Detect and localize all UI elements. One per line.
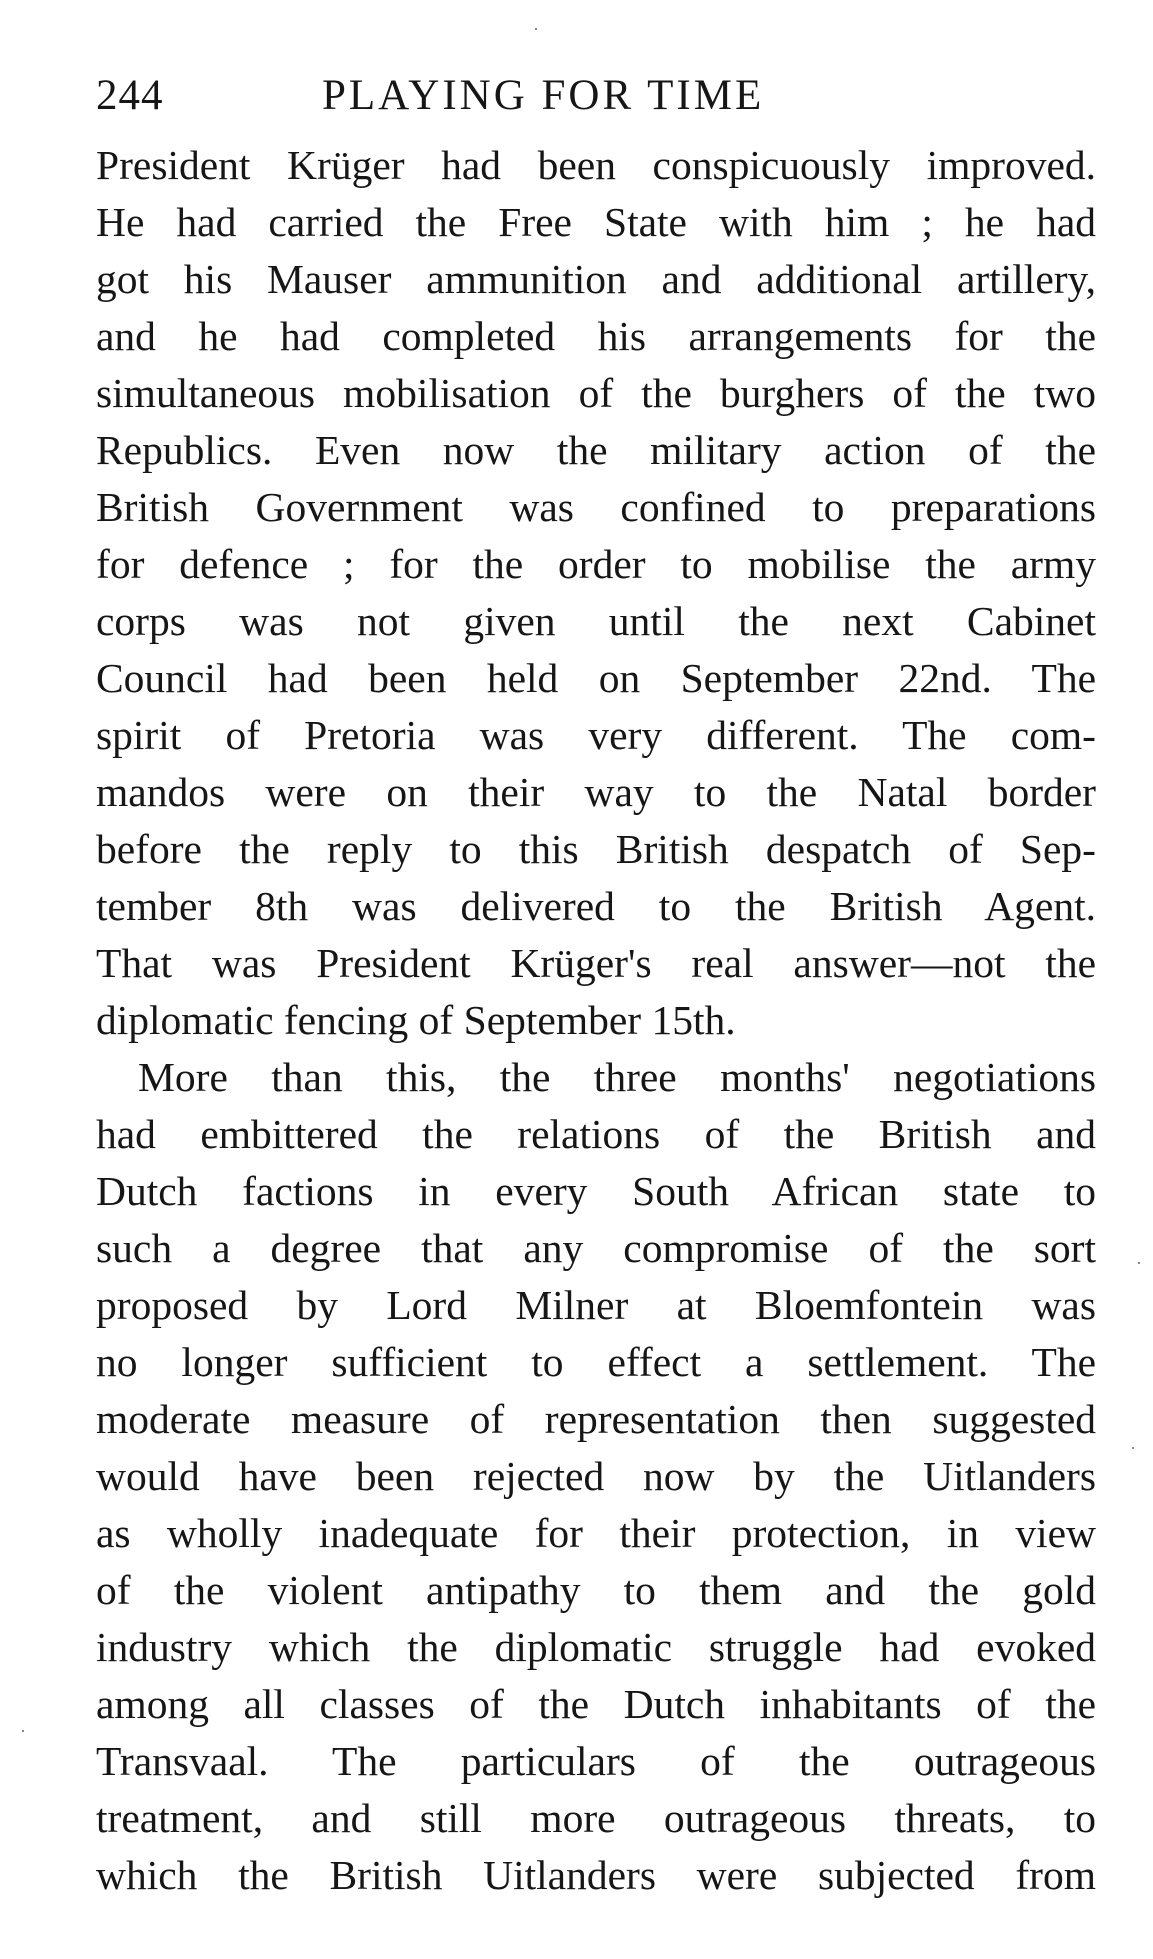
text-line: got his Mauser ammunition and additional artillery, [96, 256, 1096, 302]
text-line: and he had completed his arrangements for the [96, 313, 1096, 359]
text-line: That was President Krüger's real answer—not the [96, 940, 1096, 986]
body-text [96, 137, 1096, 1904]
text-line: tember 8th was delivered to the British Agent. [96, 883, 1096, 929]
text-line: moderate measure of representation then suggested [96, 1396, 1096, 1442]
text-line: industry which the diplomatic struggle had evoked [96, 1624, 1096, 1670]
running-title: PLAYING FOR TIME [322, 72, 765, 119]
text-line: More than this, the three months' negotiations [138, 1054, 1096, 1100]
text-line: Council had been held on September 22nd. The [96, 655, 1096, 701]
text-line: no longer sufficient to effect a settlement. The [96, 1339, 1096, 1385]
text-line: among all classes of the Dutch inhabitants of the [96, 1681, 1096, 1727]
text-line: Dutch factions in every South African state to [96, 1168, 1096, 1214]
text-line: mandos were on their way to the Natal border [96, 769, 1096, 815]
scan-speck [535, 28, 537, 30]
scan-speck [1132, 1447, 1134, 1449]
text-line: He had carried the Free State with him ; he had [96, 199, 1096, 245]
text-line: simultaneous mobilisation of the burghers of the two [96, 370, 1096, 416]
text-line: as wholly inadequate for their protection, in view [96, 1510, 1096, 1556]
text-line: Republics. Even now the military action of the [96, 427, 1096, 473]
text-line: for defence ; for the order to mobilise the army [96, 541, 1096, 587]
text-line: treatment, and still more outrageous threats, to [96, 1795, 1096, 1841]
text-line: which the British Uitlanders were subjected from [96, 1852, 1096, 1898]
text-line: spirit of Pretoria was very different. The com- [96, 712, 1096, 758]
text-line: such a degree that any compromise of the sort [96, 1225, 1096, 1271]
text-line: would have been rejected now by the Uitlanders [96, 1453, 1096, 1499]
text-line: of the violent antipathy to them and the gold [96, 1567, 1096, 1613]
text-line: President Krüger had been conspicuously improved. [96, 142, 1096, 188]
text-line: had embittered the relations of the British and [96, 1111, 1096, 1157]
paragraph-2 [96, 1049, 1096, 1904]
running-head [96, 68, 1096, 124]
text-line: before the reply to this British despatch of Sep- [96, 826, 1096, 872]
text-line: British Government was confined to preparations [96, 484, 1096, 530]
text-line: Transvaal. The particulars of the outrageous [96, 1738, 1096, 1784]
paragraph-1 [96, 137, 1096, 1049]
text-line: proposed by Lord Milner at Bloemfontein was [96, 1282, 1096, 1328]
page-number: 244 [96, 72, 164, 119]
text-line: corps was not given until the next Cabinet [96, 598, 1096, 644]
scan-speck [1138, 1262, 1140, 1264]
scan-speck [22, 1730, 24, 1732]
text-line: diplomatic fencing of September 15th. [96, 997, 736, 1043]
